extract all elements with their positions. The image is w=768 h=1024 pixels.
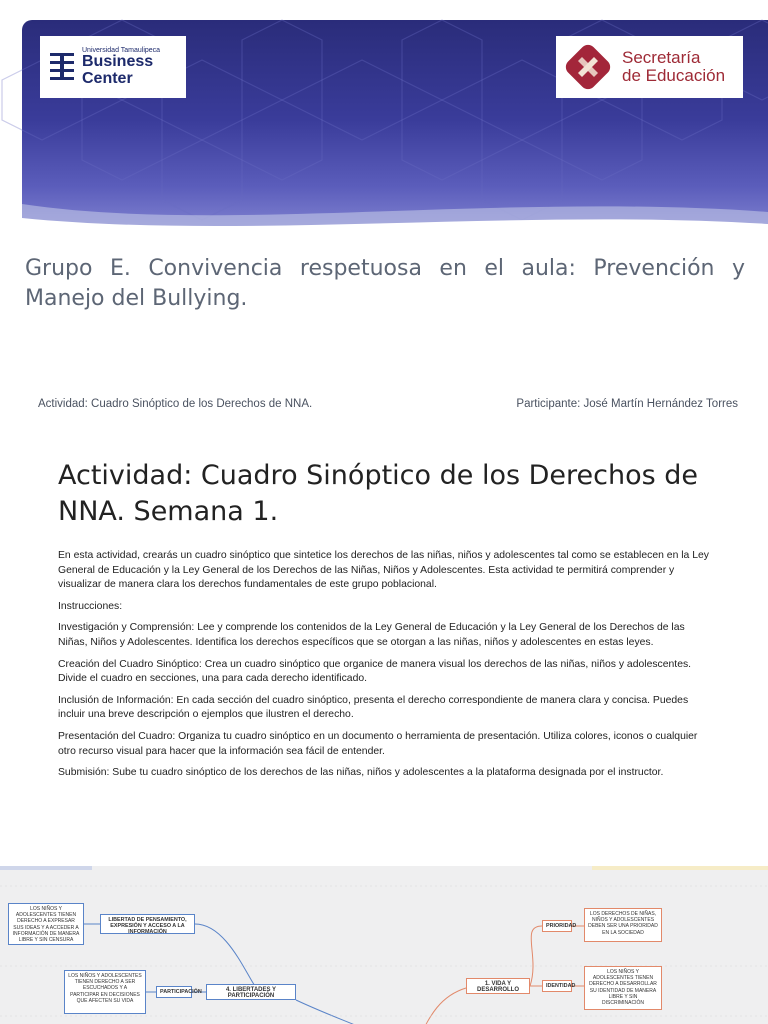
activity-paragraph: Inclusión de Información: En cada sección del cuadro sinóptico, presenta el derecho correspondiente de manera clara y concisa. Puedes incluir una breve descripción o ejemplos que ilustren el derecho. bbox=[58, 694, 689, 721]
logo-secretaria-text: Secretaría bbox=[622, 48, 701, 68]
mindmap-label-identity: IDENTIDAD bbox=[542, 980, 572, 992]
mind-map bbox=[0, 866, 768, 1024]
activity-paragraph: Instrucciones: bbox=[58, 600, 123, 612]
mindmap-desc-identity: LOS NIÑOS Y ADOLESCENTES TIENEN DERECHO A DESARROLLAR SU IDENTIDAD DE MANERA LIBRE Y SIN DISCRIMINACIÓN bbox=[584, 966, 662, 1010]
activity-paragraph: Submisión: Sube tu cuadro sinóptico de los derechos de las niñas, niños y adolescentes a la plataforma designada por el instructor. bbox=[58, 767, 664, 779]
mindmap-label-priority: PRIORIDAD bbox=[542, 920, 572, 932]
mindmap-label-participation: PARTICIPACIÓN bbox=[156, 986, 192, 998]
meta-row bbox=[38, 398, 738, 410]
mindmap-label-expression: LIBERTAD DE PENSAMIENTO, EXPRESIÓN Y ACCESO A LA INFORMACIÓN bbox=[100, 914, 195, 934]
logo-university-text: Universidad Tamaulipeca bbox=[82, 46, 161, 54]
activity-paragraph: Creación del Cuadro Sinóptico: Crea un cuadro sinóptico que organice de manera visual los derechos de las niñas, niños y adolescentes. Divide el cuadro en secciones, una para cada derecho identificado. bbox=[58, 658, 692, 685]
activity-body bbox=[58, 549, 714, 788]
sep-emblem-icon bbox=[564, 43, 612, 91]
mindmap-main-life: 1. VIDA Y DESARROLLO bbox=[466, 978, 530, 994]
business-center-logo bbox=[40, 36, 186, 98]
secretaria-educacion-logo bbox=[556, 36, 743, 98]
logo-center-text: Center bbox=[82, 69, 133, 87]
activity-heading: Actividad: Cuadro Sinóptico de los Derechos de NNA. Semana 1. bbox=[58, 460, 699, 527]
logo-educacion-text: de Educación bbox=[622, 66, 726, 85]
mindmap-desc-expression: LOS NIÑOS Y ADOLESCENTES TIENEN DERECHO A EXPRESAR SUS IDEAS Y A ACCEDER A INFORMACIÓN DE MANERA LIBRE Y SIN CENSURA bbox=[8, 903, 84, 945]
activity-paragraph: Investigación y Comprensión: Lee y comprende los contenidos de la Ley General de Educación y la Ley General de los Derechos de las Niñas, Niños y Adolescentes. Identifica los derechos específicos que se otorgan a las niñas, niños y adolescentes en estas leyes. bbox=[58, 622, 685, 648]
activity-meta: Actividad: Cuadro Sinóptico de los Derechos de NNA. bbox=[38, 398, 313, 410]
activity-paragraph: En esta actividad, crearás un cuadro sinóptico que sintetice los derechos de las niñas, niños y adolescentes tal como se establecen en la Ley General de Educación y la Ley General de los Derechos de las Niñas, Niños y Adolescentes. Esta actividad te permitirá comprender y visualizar de manera clara los derechos fundamentales de este grupo poblacional. bbox=[58, 550, 709, 591]
banner-wave bbox=[22, 182, 768, 242]
mindmap-main-liberties: 4. LIBERTADES Y PARTICIPACIÓN bbox=[206, 984, 296, 1000]
university-crest-icon bbox=[48, 49, 76, 85]
logo-business-text: Business bbox=[82, 52, 154, 70]
participant-meta: Participante: José Martín Hernández Torres bbox=[516, 398, 738, 410]
mindmap-desc-participation: LOS NIÑOS Y ADOLESCENTES TIENEN DERECHO A SER ESCUCHADOS Y A PARTICIPAR EN DECISIONES QUE AFECTEN SU VIDA bbox=[64, 970, 146, 1014]
group-title: Grupo E. Convivencia respetuosa en el aula: Prevención y Manejo del Bullying. bbox=[25, 256, 745, 311]
activity-paragraph: Presentación del Cuadro: Organiza tu cuadro sinóptico en un documento o herramienta de presentación. Utiliza colores, iconos o cualquier otro recurso visual para hacer que la información sea fácil de entender. bbox=[58, 730, 698, 757]
mindmap-desc-priority: LOS DERECHOS DE NIÑAS, NIÑOS Y ADOLESCENTES DEBEN SER UNA PRIORIDAD EN LA SOCIEDAD bbox=[584, 908, 662, 942]
